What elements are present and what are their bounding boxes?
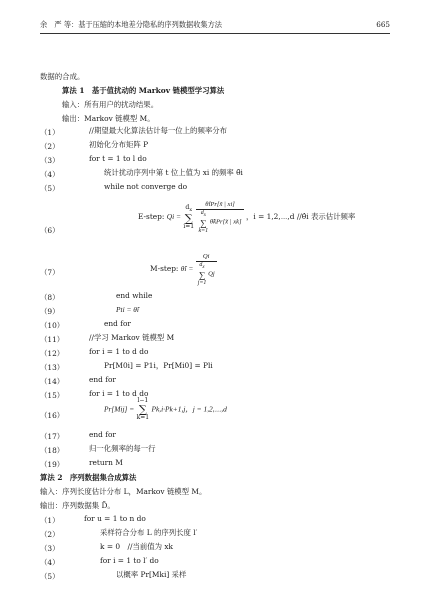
algo-line: 归一化频率的每一行 (89, 444, 156, 453)
l16-formula (104, 398, 227, 421)
algo-line: for i = 1 to l′ do (100, 556, 159, 565)
algo1-output: 输出：Markov 链模型 M。 (62, 114, 155, 123)
page-number: 665 (376, 20, 390, 29)
sum-symbol: $d_x$ ∑ j=1 (197, 262, 207, 287)
m-step-formula (150, 252, 217, 286)
line-number: （19） (40, 460, 65, 469)
algo-line: Pr[M0i] = P1i，Pr[Mi0] = Pli (104, 361, 213, 370)
algo-line: //学习 Markov 链模型 M (89, 333, 175, 342)
header-rule (40, 33, 390, 34)
algo-line: return M (89, 458, 123, 467)
line-number: （18） (40, 446, 65, 455)
m-step-lhs: θ̂i = (180, 264, 194, 274)
line-number: （13） (40, 363, 65, 372)
algo-line: while not converge do (104, 182, 188, 191)
m-step-fraction (196, 252, 217, 286)
algo-line: end for (104, 319, 131, 328)
header-authors-title: 余 严 等：基于压缩的本地差分隐私的序列数据收集方法 (40, 20, 222, 29)
m-step-label: M-step: (150, 264, 179, 274)
line-number: （10） (40, 321, 65, 330)
line-number: （9） (40, 307, 60, 316)
algo-line: 统计扰动序列中第 t 位上值为 xi 的频率 θ̃i (104, 168, 243, 177)
line-number: （7） (40, 268, 60, 277)
line-number: （3） (40, 156, 60, 165)
algo2-output: 输出：序列数据集 D̃。 (40, 501, 115, 510)
e-step-denominator-term: θ̂kPr[x̃ | xk] (209, 218, 242, 226)
algo1-title: 算法 1 基于值扰动的 Markov 链模型学习算法 (62, 86, 225, 95)
sum-symbol: $d_x$ ∑ i=1 (183, 203, 195, 230)
intro-text: 数据的合成。 (40, 72, 85, 81)
algo-line: end for (89, 375, 116, 384)
algo2-input: 输入：序列长度估计分布 L，Markov 链模型 M。 (40, 487, 207, 496)
line-number: （4） (40, 558, 60, 567)
e-step-fraction (196, 200, 243, 234)
algo-line: for t = 1 to l do (89, 154, 147, 163)
algo-line: Pti = θ̂i (116, 305, 139, 314)
algo1-input: 输入：所有用户的扰动结果。 (62, 100, 159, 109)
e-step-lhs: Qi = (166, 212, 181, 222)
algo-line: 初始化分布矩阵 P (89, 140, 149, 149)
l16-tail: Pk,i·Pk+1,j，j = 1,2,⋯,d (151, 404, 227, 414)
e-step-numerator: θ̂iPr[x̃ | xi] (196, 200, 243, 210)
algo-line: k = 0 //当前值为 xk (100, 542, 174, 551)
line-number: （16） (40, 411, 65, 420)
m-step-denominator (196, 262, 217, 286)
sum-symbol: $d_x$ ∑ k=1 (198, 210, 209, 235)
algo-line: end while (116, 291, 153, 300)
e-step-label: E-step: (138, 212, 165, 222)
line-number: （8） (40, 293, 60, 302)
line-number: （17） (40, 432, 65, 441)
m-step-denominator-term: Qj (208, 270, 215, 278)
algo2-title: 算法 2 序列数据集合成算法 (40, 473, 137, 482)
line-number: （4） (40, 170, 60, 179)
line-number: （6） (40, 226, 60, 235)
l16-lhs: Pr[Mij] = (104, 404, 135, 414)
line-number: （2） (40, 530, 60, 539)
line-number: （11） (40, 335, 65, 344)
line-number: （1） (40, 128, 60, 137)
e-step-tail: ，i = 1,2,⋯,d //θ̂i 表示估计频率 (245, 212, 356, 222)
line-number: （5） (40, 572, 60, 581)
line-number: （15） (40, 391, 65, 400)
algo-line: for i = 1 to d do (89, 347, 149, 356)
algo-line: for i = 1 to d do (89, 389, 149, 398)
sum-symbol: l−1 ∑ k=1 (136, 397, 150, 421)
algo-line: 以概率 Pr[Mki] 采样 (116, 570, 187, 579)
algo-line: 采样符合分布 L 的序列长度 l′ (100, 528, 198, 537)
e-step-formula (138, 200, 355, 234)
line-number: （1） (40, 516, 60, 525)
algo-line: end for (89, 430, 116, 439)
algo-line: for u = 1 to n do (84, 514, 146, 523)
m-step-numerator: Qi (196, 252, 217, 262)
line-number: （2） (40, 142, 60, 151)
algo-line: //期望最大化算法估计每一位上的频率分布 (89, 126, 228, 135)
line-number: （3） (40, 544, 60, 553)
line-number: （12） (40, 349, 65, 358)
e-step-denominator (196, 210, 243, 234)
line-number: （5） (40, 184, 60, 193)
line-number: （14） (40, 377, 65, 386)
